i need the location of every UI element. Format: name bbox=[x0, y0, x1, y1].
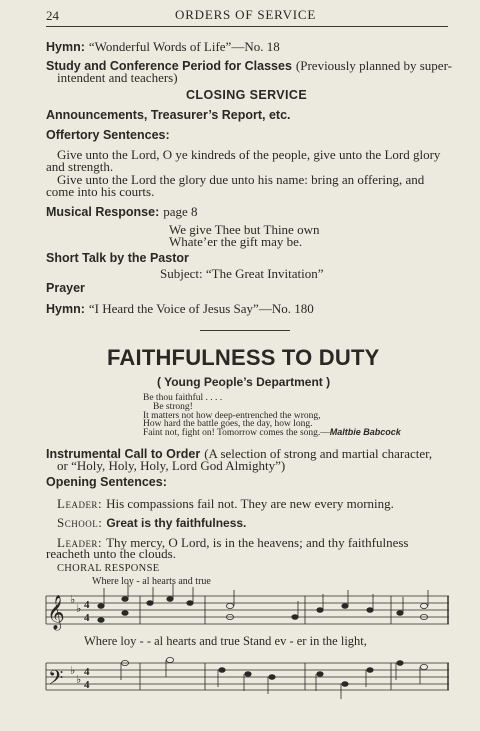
section-subtitle: ( Young People’s Department ) bbox=[157, 375, 331, 389]
key-signature bbox=[70, 593, 81, 686]
study-note-1: (Previously planned by super- bbox=[295, 58, 452, 73]
running-title: ORDERS OF SERVICE bbox=[175, 7, 317, 22]
bass-notes bbox=[121, 657, 428, 699]
closing-service-heading: CLOSING SERVICE bbox=[186, 88, 308, 102]
leader-role-2: Leader: bbox=[57, 535, 103, 550]
offertory-p2-line1: Give unto the Lord the glory due unto his name: bring an offering, and bbox=[57, 172, 425, 187]
study-label: Study and Conference Period for Classes bbox=[46, 59, 292, 73]
school-role: School: bbox=[57, 515, 103, 530]
musical-response-ref: page 8 bbox=[163, 204, 198, 219]
leader-text-2-cont: reacheth unto the clouds. bbox=[46, 546, 176, 561]
instrumental-call-note-2: or “Holy, Holy, Holy, Lord God Almighty”) bbox=[57, 458, 286, 473]
bass-clef-icon: 𝄢 bbox=[48, 666, 64, 694]
leader-text-1: His compassions fail not. They are new every morning. bbox=[106, 496, 394, 511]
hymn-2-label: Hymn: bbox=[46, 302, 85, 316]
svg-text:4: 4 bbox=[84, 599, 90, 611]
poem-line-5-text: Faint not, fight on! Tomorrow comes the song.— bbox=[143, 428, 330, 438]
svg-text:♭: ♭ bbox=[70, 664, 76, 677]
short-talk-label: Short Talk by the Pastor bbox=[46, 251, 189, 265]
announcements: Announcements, Treasurer’s Report, etc. bbox=[46, 108, 291, 122]
offertory-p1-line1: Give unto the Lord, O ye kindreds of the people, give unto the Lord glory bbox=[57, 147, 441, 162]
leader-text-2: Thy mercy, O Lord, is in the heavens; and thy faithfulness bbox=[106, 535, 409, 550]
musical-response-label: Musical Response: bbox=[46, 205, 160, 219]
subject-line: Subject: “The Great Invitation” bbox=[160, 266, 324, 281]
poem-line-2: Be strong! bbox=[153, 402, 193, 412]
poem-line-4: How hard the battle goes, the day, how long. bbox=[143, 419, 313, 429]
svg-text:4: 4 bbox=[84, 612, 90, 624]
instrumental-call-note-1: (A selection of strong and martial character, bbox=[204, 446, 433, 461]
page-number: 24 bbox=[46, 8, 59, 23]
poem-author: Maltbie Babcock bbox=[329, 427, 401, 437]
offertory-p2-line2: come into his courts. bbox=[46, 184, 155, 199]
opening-sentences-label: Opening Sentences: bbox=[46, 475, 167, 489]
hymn-1-label: Hymn: bbox=[46, 40, 85, 54]
svg-text:4: 4 bbox=[84, 679, 90, 691]
hymn-2-text: “I Heard the Voice of Jesus Say”—No. 180 bbox=[88, 301, 314, 316]
musical-line-2: Whate’er the gift may be. bbox=[169, 234, 303, 249]
hymn-1-text: “Wonderful Words of Life”—No. 18 bbox=[88, 39, 280, 54]
school-text: Great is thy faithfulness. bbox=[106, 516, 247, 530]
offertory-p1-line2: and strength. bbox=[46, 159, 114, 174]
poem-line-1: Be thou faithful . . . . bbox=[143, 393, 223, 403]
treble-clef-icon: 𝄞 bbox=[47, 595, 65, 630]
instrumental-call-label: Instrumental Call to Order bbox=[46, 447, 201, 461]
music-lyric-top: Where loy - al hearts and true bbox=[92, 576, 211, 587]
prayer-label: Prayer bbox=[46, 281, 85, 295]
treble-staff bbox=[46, 596, 449, 624]
music-lyric-mid: Where loy - - al hearts and true Stand ev - er in the light, bbox=[84, 634, 367, 648]
musical-line-1: We give Thee but Thine own bbox=[169, 222, 320, 237]
svg-text:♭: ♭ bbox=[76, 673, 82, 686]
offertory-label: Offertory Sentences: bbox=[46, 128, 170, 142]
svg-text:4: 4 bbox=[84, 666, 90, 678]
study-note-2: intendent and teachers) bbox=[57, 70, 178, 85]
leader-role-1: Leader: bbox=[57, 496, 103, 511]
poem-line-3: It matters not how deep-entrenched the wrong, bbox=[143, 411, 321, 421]
section-title: FAITHFULNESS TO DUTY bbox=[107, 345, 380, 370]
svg-text:♭: ♭ bbox=[76, 602, 82, 615]
choral-response-label: CHORAL RESPONSE bbox=[57, 563, 160, 574]
svg-text:♭: ♭ bbox=[70, 593, 76, 606]
